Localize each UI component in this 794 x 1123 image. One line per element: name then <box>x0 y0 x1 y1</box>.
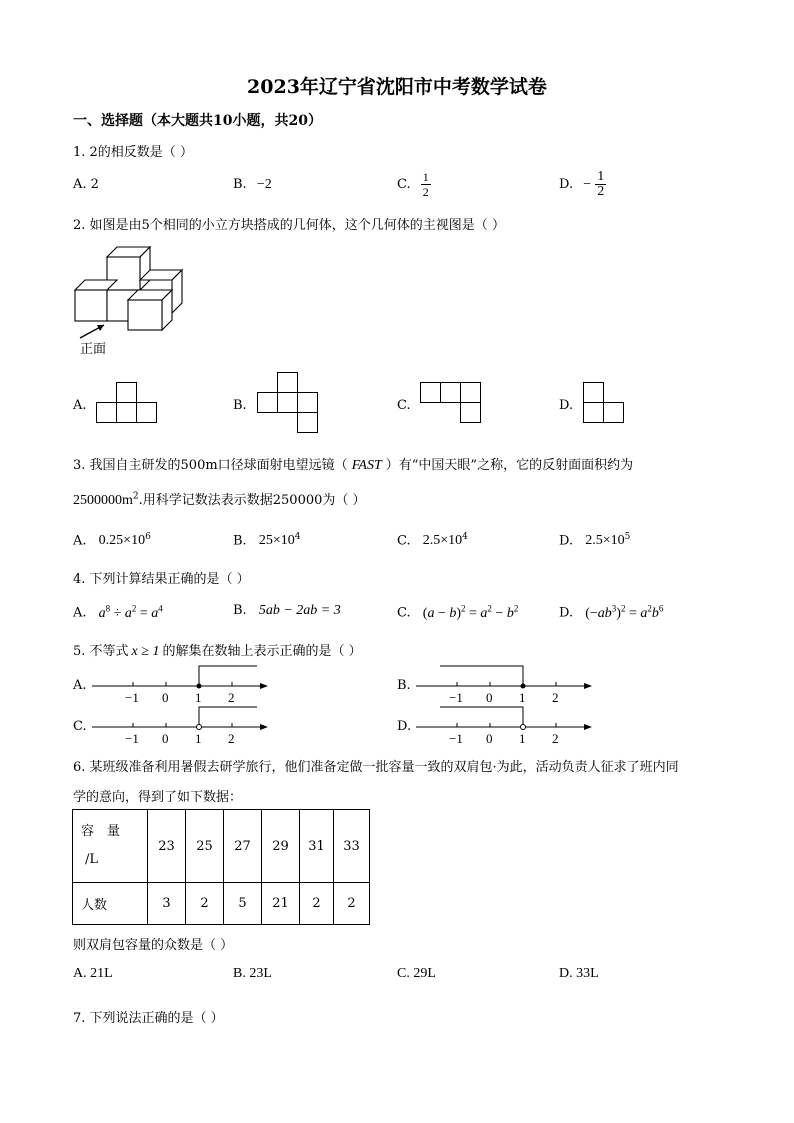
tick-label: 1 <box>195 731 202 746</box>
q4-option-b <box>233 603 341 619</box>
q2-option-c: C. <box>397 398 411 413</box>
q6-option-a: A. 21L <box>73 966 113 981</box>
q3-a-base: 0.25×10 <box>98 533 146 549</box>
q4-a-expr: $a^8 \div a^2 = a^4$ <box>98 603 163 621</box>
count-cell: 21 <box>262 883 300 925</box>
capacity-table <box>72 809 370 925</box>
q3-d-label: D. <box>559 533 574 549</box>
q5-option-c: C. <box>73 719 87 734</box>
capacity-header-label: 容 量 <box>81 824 121 839</box>
q6-option-b: B. 23L <box>233 966 272 981</box>
q3-option-b <box>233 532 300 549</box>
q3-c-exp: 4 <box>462 532 468 542</box>
q4-d-label: D. <box>559 605 574 621</box>
question-1-stem: 1. 2的相反数是（ ） <box>73 145 193 160</box>
q5-numberline-d <box>416 705 596 747</box>
capacity-cell: 29 <box>262 810 300 883</box>
q4-option-a <box>73 603 163 622</box>
q1-option-d <box>559 170 606 199</box>
q2-option-a: A. <box>73 398 87 413</box>
q4-b-expr: 5ab − 2ab = 3 <box>258 603 341 618</box>
q2-option-c-view <box>420 382 484 426</box>
tick-label: 0 <box>486 731 493 746</box>
tick-label: 2 <box>228 690 235 705</box>
count-cell: 2 <box>334 883 370 925</box>
question-2-stem: 2. 如图是由5个相同的小立方块搭成的几何体，这个几何体的主视图是（ ） <box>73 218 505 233</box>
count-cell: 5 <box>224 883 262 925</box>
q3-line1-end: ）有“中国天眼”之称，它的反射面面积约为 <box>385 458 634 473</box>
q5-numberline-a <box>92 664 272 706</box>
section-heading: 一、选择题（本大题共10小题，共20） <box>73 113 322 129</box>
q4-c-expr: $(a - b)^2 = a^2 - b^2$ <box>422 603 519 621</box>
tick-label: 0 <box>162 731 169 746</box>
q2-option-b-view <box>257 372 321 436</box>
tick-label: 1 <box>195 690 202 705</box>
q3-fast: FAST <box>351 458 382 473</box>
q1-d-denominator: 2 <box>597 184 605 199</box>
q3-area-exp: 2 <box>132 491 139 502</box>
q6-option-d: D. 33L <box>559 966 599 981</box>
tick-label: 2 <box>552 690 559 705</box>
q1-c-denominator: 2 <box>422 185 429 199</box>
question-7-stem: 7. 下列说法正确的是（ ） <box>73 1011 224 1026</box>
tick-label: 2 <box>228 731 235 746</box>
capacity-header-unit: /L <box>85 852 99 867</box>
tick-label: −1 <box>449 731 463 746</box>
q3-line2-end: .用科学记数法表示数据250000为（ ） <box>138 493 366 508</box>
q2-front-label: 正面 <box>80 341 107 356</box>
q1-option-d-sign: − <box>583 177 592 192</box>
q5-inequality: x ≥ 1 <box>131 644 160 659</box>
q3-line1-start: 3. 我国自主研发的500m口径球面射电望远镜（ <box>73 458 348 473</box>
table-row <box>73 883 370 925</box>
q3-d-base: 2.5×10 <box>585 533 625 549</box>
tick-label: 0 <box>486 690 493 705</box>
q3-c-base: 2.5×10 <box>422 533 463 549</box>
q5-option-d: D. <box>397 719 412 734</box>
question-5-stem <box>73 640 362 660</box>
question-3-line1 <box>73 454 633 474</box>
tick-label: −1 <box>125 690 139 705</box>
q6-option-c: C. 29L <box>397 966 436 981</box>
q1-d-numerator: 1 <box>597 169 605 184</box>
q4-b-label: B. <box>233 603 247 618</box>
q1-option-b-value: −2 <box>256 177 272 192</box>
count-header-cell: 人数 <box>73 883 148 925</box>
q5-stem-start: 5. 不等式 <box>73 644 129 659</box>
q3-a-exp: 6 <box>145 532 151 542</box>
q1-option-b <box>233 177 272 193</box>
q3-a-label: A. <box>73 533 87 549</box>
count-cell: 2 <box>300 883 334 925</box>
table-row <box>73 810 370 883</box>
q5-numberline-b <box>416 664 596 706</box>
capacity-cell: 31 <box>300 810 334 883</box>
q6-question: 则双肩包容量的众数是（ ） <box>73 938 234 953</box>
q2-option-d: D. <box>559 398 574 413</box>
q3-b-exp: 4 <box>294 532 301 542</box>
q3-option-d <box>559 532 630 549</box>
q4-d-expr: $(-ab^3)^2 = a^2b^6$ <box>585 603 664 621</box>
q1-option-d-label: D. <box>559 177 574 192</box>
q1-option-b-label: B. <box>233 177 247 192</box>
q5-stem-end: 的解集在数轴上表示正确的是（ ） <box>162 644 362 659</box>
question-6-line2: 学的意向，得到了如下数据： <box>73 790 243 805</box>
q5-numberline-c <box>92 705 272 747</box>
q1-option-c-fraction <box>421 170 431 199</box>
q1-option-a: A. 2 <box>73 177 99 192</box>
capacity-cell: 25 <box>186 810 224 883</box>
q3-b-label: B. <box>233 533 247 549</box>
tick-label: 1 <box>519 731 526 746</box>
tick-label: 2 <box>552 731 559 746</box>
q4-c-label: C. <box>397 605 411 621</box>
q2-option-a-view <box>96 382 160 424</box>
page-title: 2023年辽宁省沈阳市中考数学试卷 <box>247 76 547 98</box>
q3-option-c <box>397 532 468 549</box>
q3-b-base: 25×10 <box>258 533 295 549</box>
q1-option-c <box>397 170 431 199</box>
question-6-line1: 6. 某班级准备利用暑假去研学旅行，他们准备定做一批容量一致的双肩包·为此，活动负责人征求了班内同 <box>73 760 679 775</box>
q1-option-d-fraction <box>595 170 606 199</box>
question-4-stem: 4. 下列计算结果正确的是（ ） <box>73 572 250 587</box>
q5-option-a: A. <box>73 678 87 693</box>
tick-label: −1 <box>449 690 463 705</box>
count-cell: 2 <box>186 883 224 925</box>
capacity-cell: 23 <box>148 810 186 883</box>
question-3-line2 <box>73 489 366 509</box>
capacity-cell: 33 <box>334 810 370 883</box>
q2-option-b: B. <box>233 398 247 413</box>
q4-option-d <box>559 603 663 622</box>
capacity-header-cell <box>73 810 148 883</box>
q4-a-label: A. <box>73 605 87 621</box>
count-cell: 3 <box>148 883 186 925</box>
tick-label: −1 <box>125 731 139 746</box>
q1-c-numerator: 1 <box>422 170 429 184</box>
tick-label: 1 <box>519 690 526 705</box>
q3-d-exp: 5 <box>624 532 631 542</box>
tick-label: 0 <box>162 690 169 705</box>
q2-solid-figure <box>70 240 190 365</box>
q3-c-label: C. <box>397 533 411 549</box>
q3-area-value: 2500000m <box>73 493 133 508</box>
q1-option-c-label: C. <box>397 177 411 192</box>
capacity-cell: 27 <box>224 810 262 883</box>
q4-option-c <box>397 603 518 622</box>
q5-option-b: B. <box>397 678 411 693</box>
q2-option-d-view <box>583 382 627 426</box>
q3-option-a <box>73 532 151 549</box>
